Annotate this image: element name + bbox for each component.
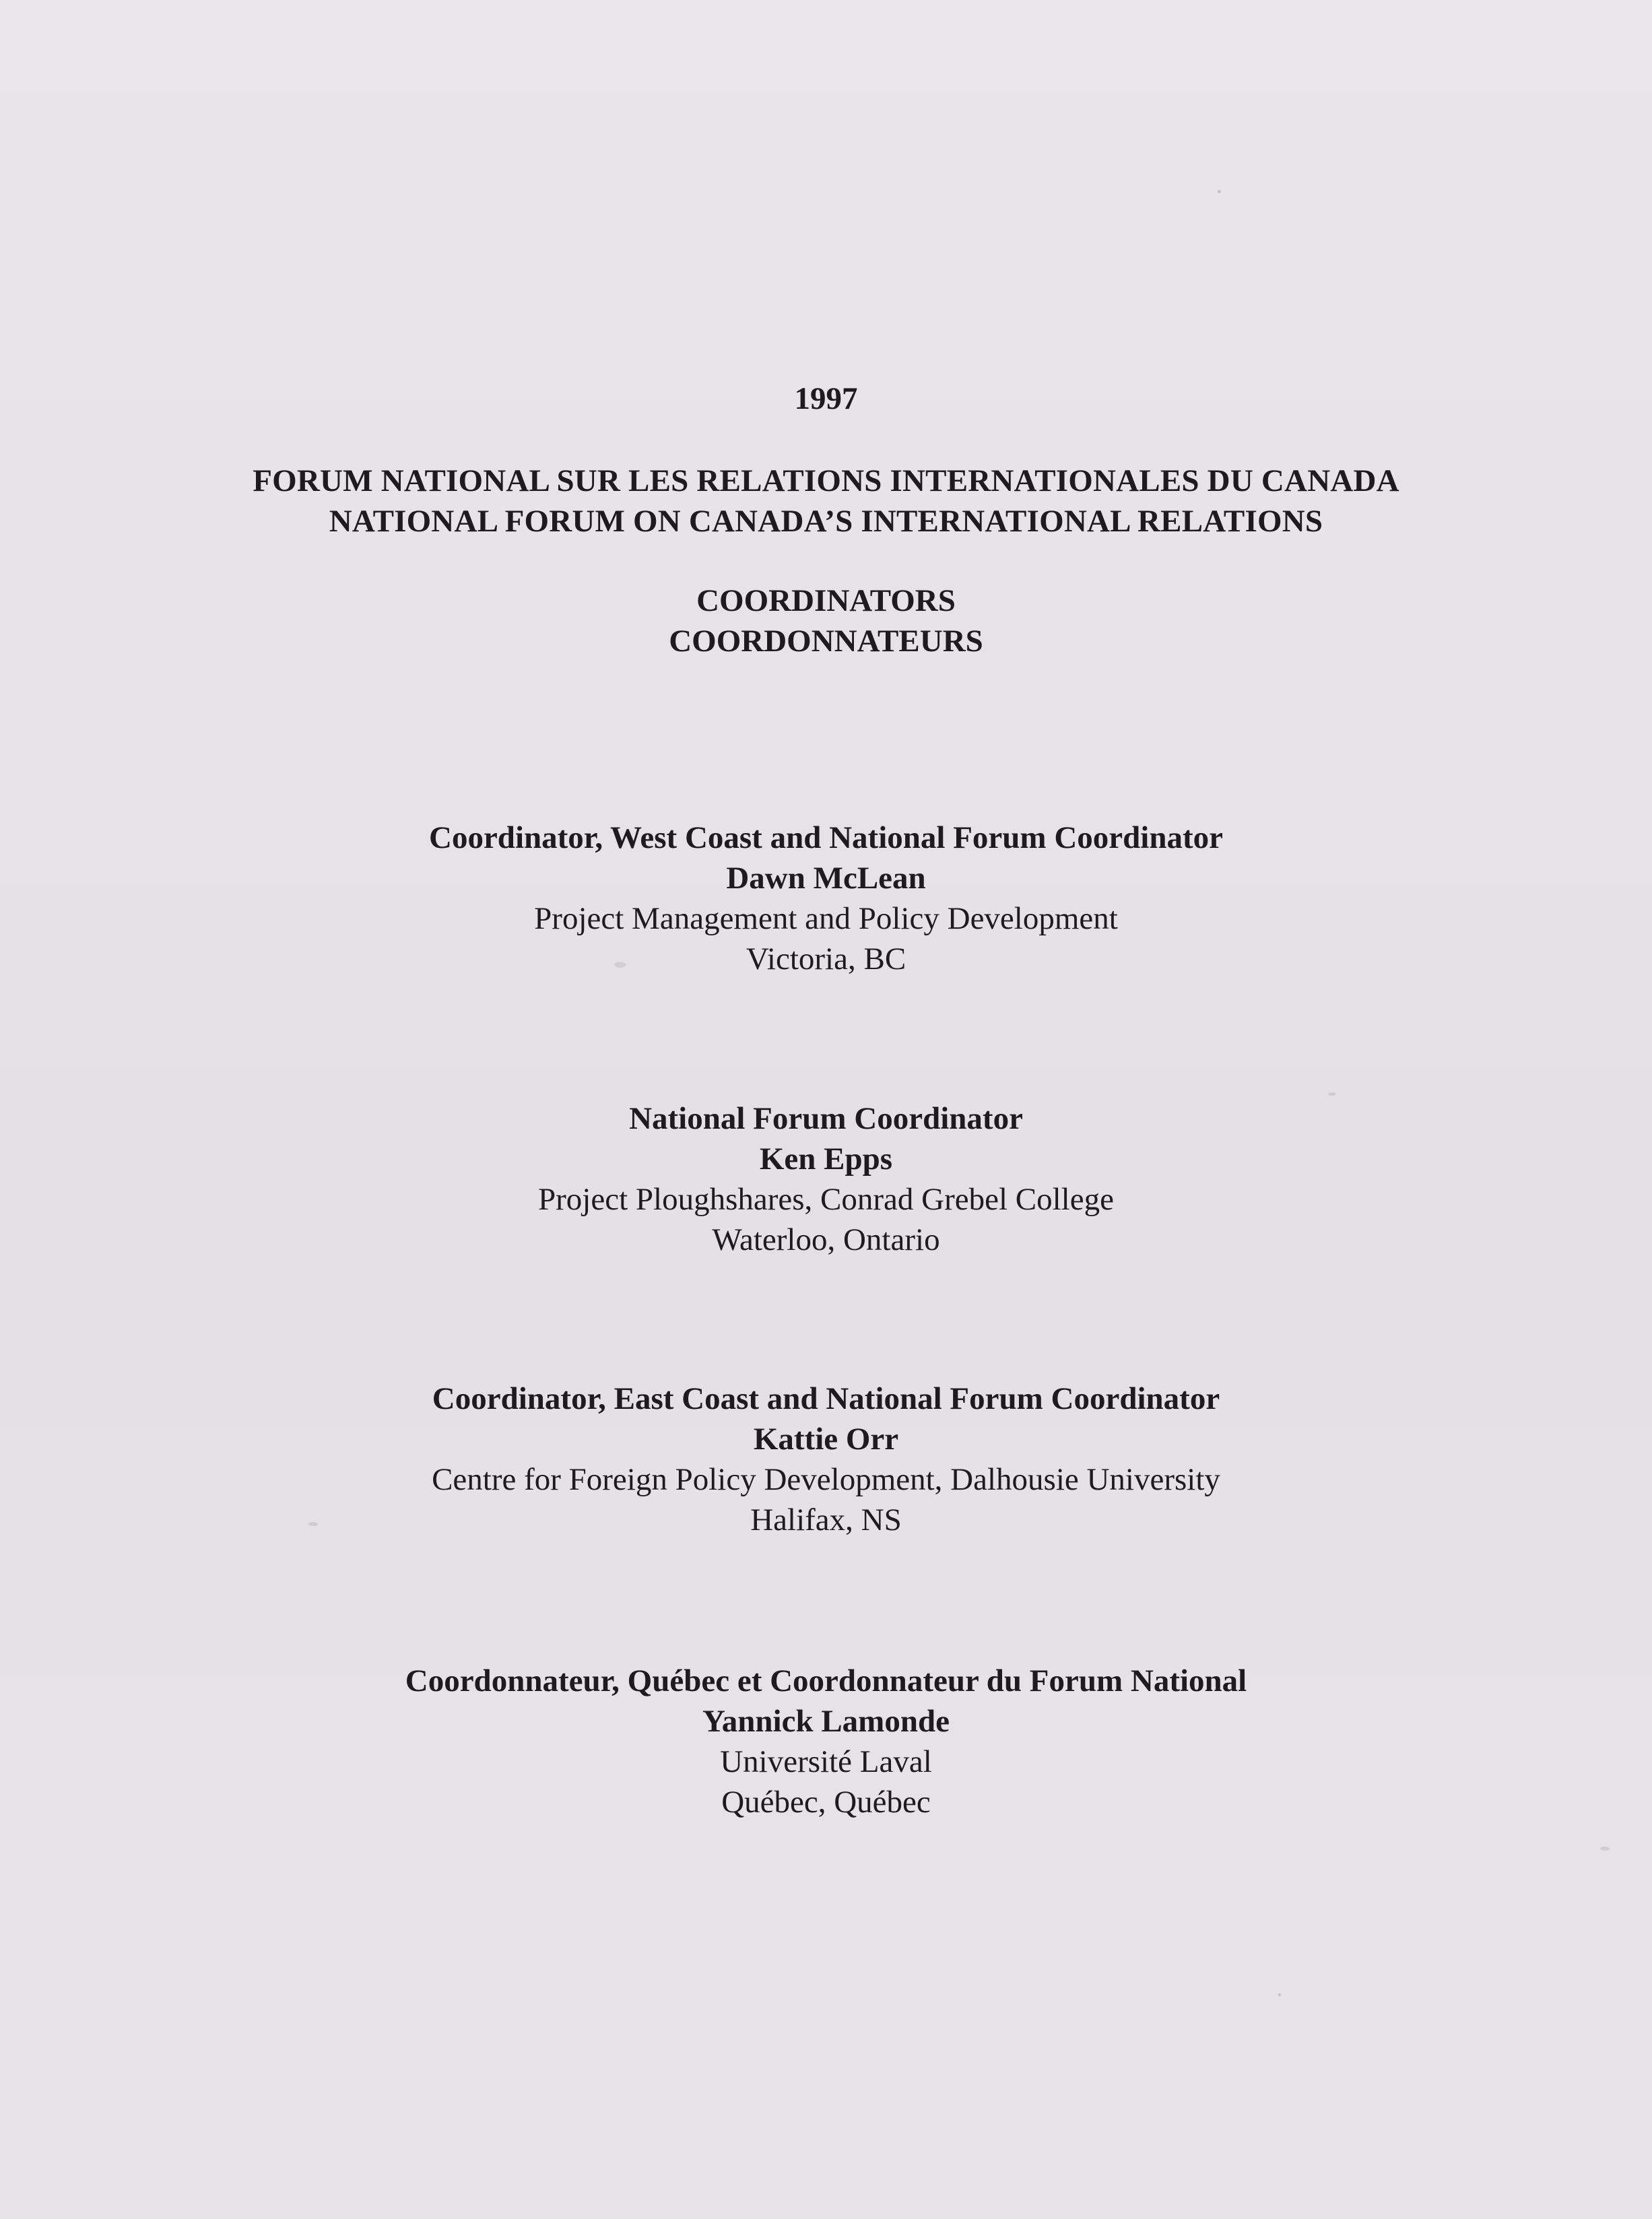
forum-title-english: NATIONAL FORUM ON CANADA’S INTERNATIONAL RELATIONS	[329, 504, 1323, 539]
coordinator-location: Québec, Québec	[721, 1785, 931, 1820]
paper-speck	[1218, 190, 1221, 193]
coordinator-entry	[0, 1661, 1652, 1822]
year-heading	[0, 378, 1652, 419]
coordinator-name: Dawn McLean	[726, 861, 926, 896]
coordinator-role: Coordonnateur, Québec et Coordonnateur du Forum National	[405, 1663, 1247, 1698]
paper-speck	[1328, 1092, 1336, 1096]
coordinator-role: Coordinator, West Coast and National Forum Coordinator	[429, 820, 1223, 855]
coordinator-name: Yannick Lamonde	[702, 1704, 950, 1739]
coordinator-role: National Forum Coordinator	[629, 1101, 1023, 1136]
year-text: 1997	[794, 381, 858, 416]
coordinator-organization: Centre for Foreign Policy Development, Dalhousie University	[432, 1462, 1220, 1497]
coordinator-entry	[0, 1098, 1652, 1260]
coordinators-heading-french: COORDONNATEURS	[669, 624, 983, 659]
coordinator-organization: Université Laval	[720, 1744, 932, 1779]
forum-title	[0, 461, 1652, 541]
forum-title-french: FORUM NATIONAL SUR LES RELATIONS INTERNATIONALES DU CANADA	[253, 463, 1399, 498]
coordinator-name: Ken Epps	[759, 1141, 893, 1177]
coordinator-organization: Project Ploughshares, Conrad Grebel College	[538, 1182, 1114, 1217]
paper-speck	[1278, 1993, 1281, 1996]
coordinator-entry	[0, 818, 1652, 979]
coordinator-location: Waterloo, Ontario	[712, 1222, 940, 1257]
coordinator-role: Coordinator, East Coast and National Forum Coordinator	[432, 1381, 1220, 1416]
paper-speck	[614, 962, 626, 968]
paper-speck	[308, 1522, 318, 1526]
coordinator-location: Halifax, NS	[750, 1502, 902, 1537]
coordinator-name: Kattie Orr	[753, 1422, 899, 1457]
paper-speck	[1600, 1847, 1610, 1851]
coordinators-heading-english: COORDINATORS	[696, 583, 956, 618]
coordinators-heading	[0, 581, 1652, 661]
coordinator-location: Victoria, BC	[746, 941, 906, 976]
coordinator-organization: Project Management and Policy Development	[534, 901, 1118, 936]
coordinator-entry	[0, 1379, 1652, 1540]
